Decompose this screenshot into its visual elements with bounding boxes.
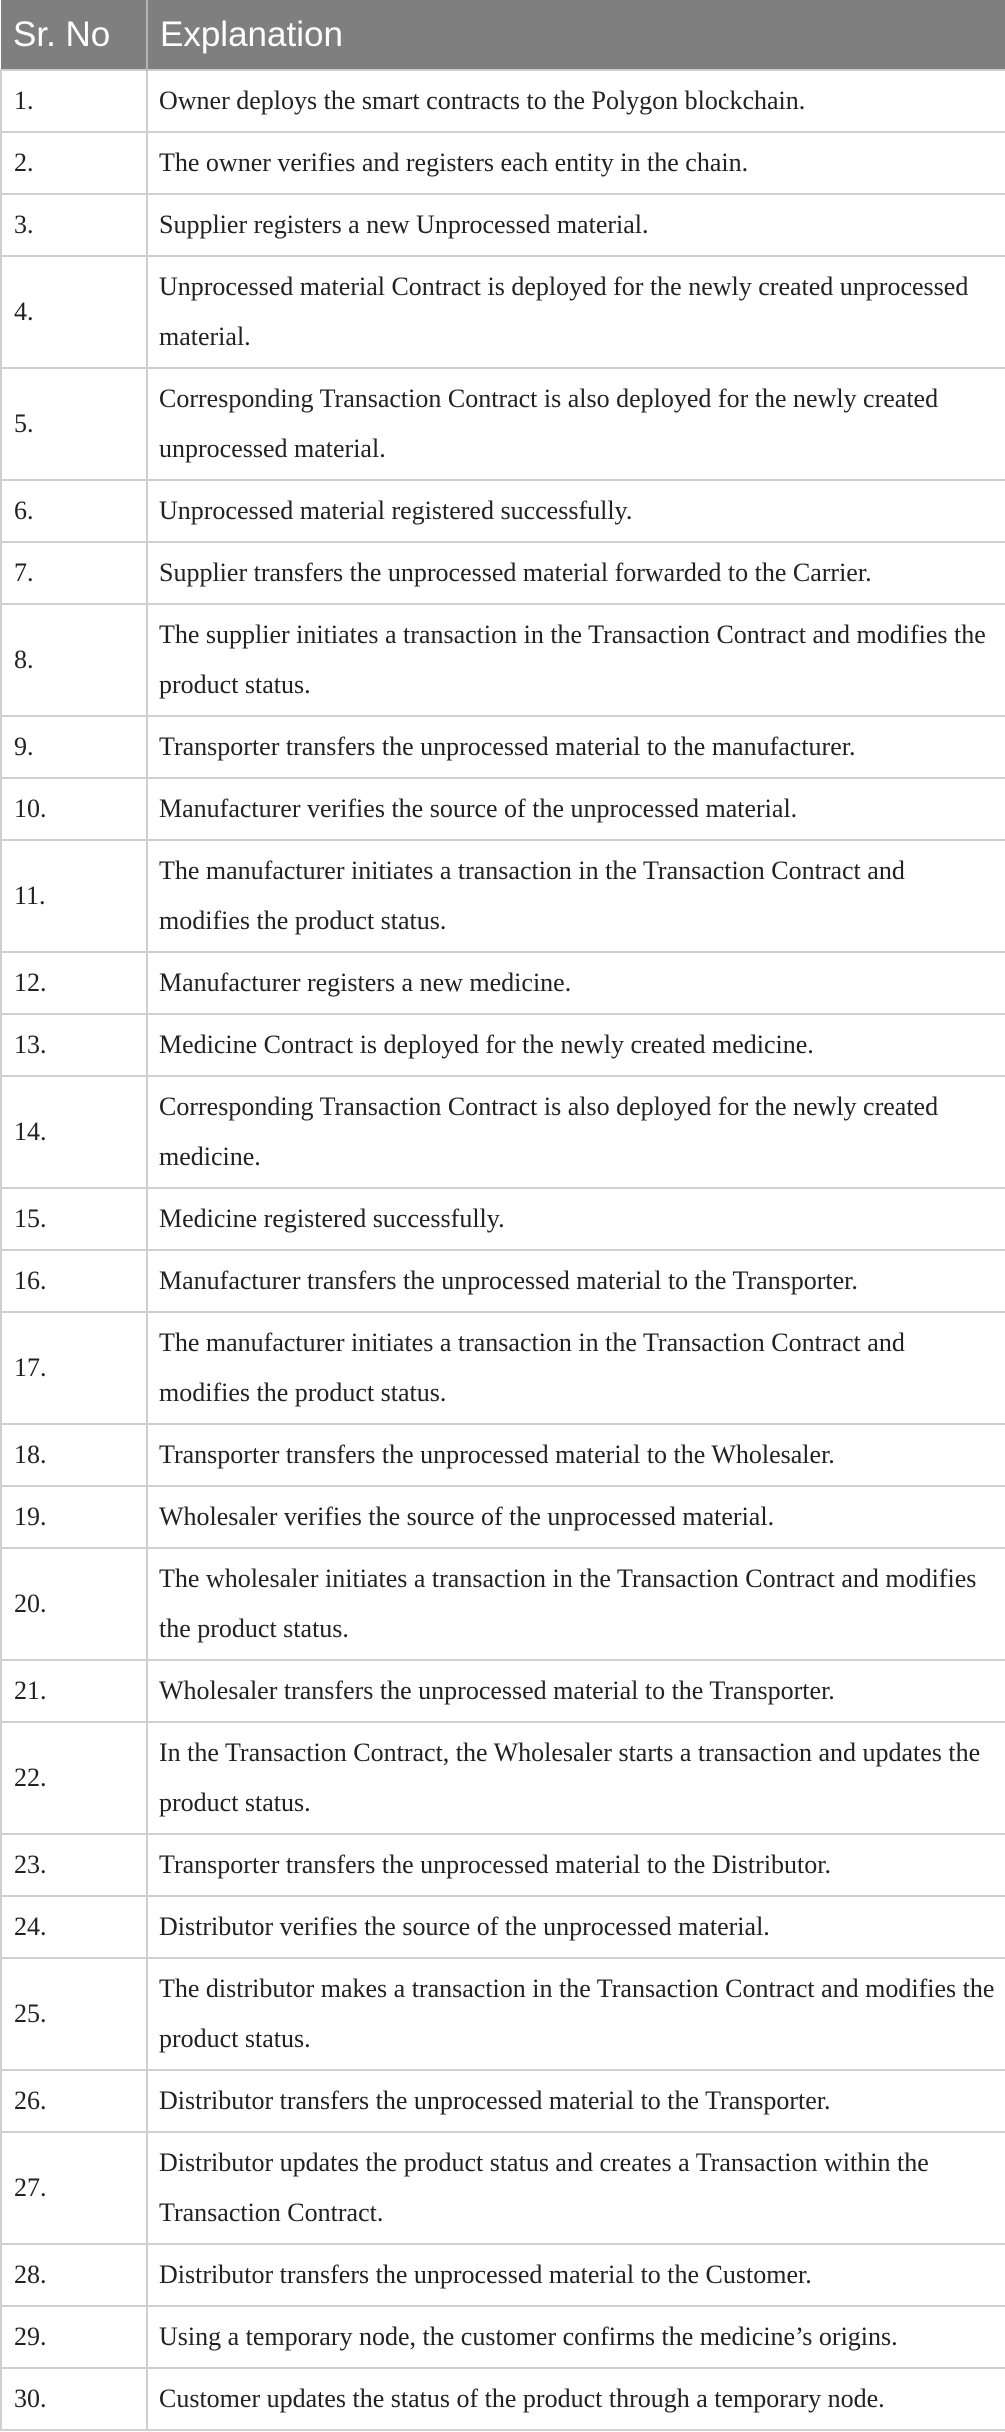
- row-number: 16.: [1, 1250, 147, 1312]
- table-row: [1, 2132, 1005, 2244]
- table-row: [1, 1188, 1005, 1250]
- table-row: [1, 1250, 1005, 1312]
- table-row: [1, 840, 1005, 952]
- row-number: 2.: [1, 132, 147, 194]
- row-explanation: In the Transaction Contract, the Wholesaler starts a transaction and updates the product status.: [147, 1722, 1005, 1834]
- table-row: [1, 70, 1005, 132]
- table-row: [1, 368, 1005, 480]
- header-explanation: Explanation: [147, 0, 1005, 70]
- table-row: [1, 1834, 1005, 1896]
- header-sr-no: Sr. No: [1, 0, 147, 70]
- row-explanation: The manufacturer initiates a transaction in the Transaction Contract and modifies the product status.: [147, 1312, 1005, 1424]
- row-explanation: Manufacturer transfers the unprocessed material to the Transporter.: [147, 1250, 1005, 1312]
- row-explanation: The manufacturer initiates a transaction in the Transaction Contract and modifies the product status.: [147, 840, 1005, 952]
- row-number: 1.: [1, 70, 147, 132]
- table-row: [1, 778, 1005, 840]
- row-explanation: Medicine Contract is deployed for the newly created medicine.: [147, 1014, 1005, 1076]
- table-row: [1, 1424, 1005, 1486]
- row-number: 24.: [1, 1896, 147, 1958]
- row-explanation: Wholesaler verifies the source of the unprocessed material.: [147, 1486, 1005, 1548]
- row-explanation: The owner verifies and registers each entity in the chain.: [147, 132, 1005, 194]
- row-number: 8.: [1, 604, 147, 716]
- table-row: [1, 1014, 1005, 1076]
- table-row: [1, 480, 1005, 542]
- row-number: 29.: [1, 2306, 147, 2368]
- table-row: [1, 1076, 1005, 1188]
- row-number: 17.: [1, 1312, 147, 1424]
- row-explanation: Using a temporary node, the customer confirms the medicine’s origins.: [147, 2306, 1005, 2368]
- row-explanation: Distributor transfers the unprocessed material to the Transporter.: [147, 2070, 1005, 2132]
- row-explanation: Supplier registers a new Unprocessed material.: [147, 194, 1005, 256]
- row-explanation: Manufacturer verifies the source of the unprocessed material.: [147, 778, 1005, 840]
- row-number: 7.: [1, 542, 147, 604]
- table-row: [1, 1548, 1005, 1660]
- row-number: 9.: [1, 716, 147, 778]
- table-row: [1, 604, 1005, 716]
- row-explanation: Transporter transfers the unprocessed material to the manufacturer.: [147, 716, 1005, 778]
- row-explanation: The supplier initiates a transaction in the Transaction Contract and modifies the product status.: [147, 604, 1005, 716]
- row-explanation: Distributor updates the product status and creates a Transaction within the Transaction Contract.: [147, 2132, 1005, 2244]
- row-explanation: Distributor verifies the source of the unprocessed material.: [147, 1896, 1005, 1958]
- row-explanation: Unprocessed material registered successfully.: [147, 480, 1005, 542]
- table-row: [1, 1722, 1005, 1834]
- row-explanation: Manufacturer registers a new medicine.: [147, 952, 1005, 1014]
- header-row: [1, 0, 1005, 70]
- row-number: 15.: [1, 1188, 147, 1250]
- row-explanation: Medicine registered successfully.: [147, 1188, 1005, 1250]
- row-explanation: Transporter transfers the unprocessed material to the Wholesaler.: [147, 1424, 1005, 1486]
- table-row: [1, 1312, 1005, 1424]
- table-row: [1, 716, 1005, 778]
- row-number: 26.: [1, 2070, 147, 2132]
- row-explanation: Owner deploys the smart contracts to the Polygon blockchain.: [147, 70, 1005, 132]
- row-number: 18.: [1, 1424, 147, 1486]
- row-explanation: Supplier transfers the unprocessed material forwarded to the Carrier.: [147, 542, 1005, 604]
- row-number: 27.: [1, 2132, 147, 2244]
- table-header: [1, 0, 1005, 70]
- table-row: [1, 2306, 1005, 2368]
- table-row: [1, 542, 1005, 604]
- table-row: [1, 2368, 1005, 2430]
- row-number: 23.: [1, 1834, 147, 1896]
- row-number: 30.: [1, 2368, 147, 2430]
- row-explanation: Customer updates the status of the product through a temporary node.: [147, 2368, 1005, 2430]
- table-row: [1, 194, 1005, 256]
- row-number: 6.: [1, 480, 147, 542]
- row-explanation: Corresponding Transaction Contract is also deployed for the newly created medicine.: [147, 1076, 1005, 1188]
- table-row: [1, 1958, 1005, 2070]
- table-row: [1, 1486, 1005, 1548]
- row-explanation: The wholesaler initiates a transaction in the Transaction Contract and modifies the product status.: [147, 1548, 1005, 1660]
- row-number: 28.: [1, 2244, 147, 2306]
- table-row: [1, 1896, 1005, 1958]
- table-body: [1, 70, 1005, 2430]
- row-explanation: The distributor makes a transaction in the Transaction Contract and modifies the product status.: [147, 1958, 1005, 2070]
- row-number: 10.: [1, 778, 147, 840]
- table-row: [1, 952, 1005, 1014]
- row-number: 21.: [1, 1660, 147, 1722]
- row-explanation: Wholesaler transfers the unprocessed material to the Transporter.: [147, 1660, 1005, 1722]
- table-row: [1, 1660, 1005, 1722]
- table-row: [1, 2070, 1005, 2132]
- row-number: 4.: [1, 256, 147, 368]
- row-number: 22.: [1, 1722, 147, 1834]
- row-number: 11.: [1, 840, 147, 952]
- row-explanation: Corresponding Transaction Contract is also deployed for the newly created unprocessed material.: [147, 368, 1005, 480]
- row-number: 19.: [1, 1486, 147, 1548]
- row-number: 14.: [1, 1076, 147, 1188]
- row-number: 3.: [1, 194, 147, 256]
- row-number: 12.: [1, 952, 147, 1014]
- row-number: 13.: [1, 1014, 147, 1076]
- table-row: [1, 2244, 1005, 2306]
- row-number: 20.: [1, 1548, 147, 1660]
- row-explanation: Distributor transfers the unprocessed material to the Customer.: [147, 2244, 1005, 2306]
- row-explanation: Unprocessed material Contract is deployed for the newly created unprocessed material.: [147, 256, 1005, 368]
- table-row: [1, 132, 1005, 194]
- row-number: 25.: [1, 1958, 147, 2070]
- row-number: 5.: [1, 368, 147, 480]
- row-explanation: Transporter transfers the unprocessed material to the Distributor.: [147, 1834, 1005, 1896]
- table-row: [1, 256, 1005, 368]
